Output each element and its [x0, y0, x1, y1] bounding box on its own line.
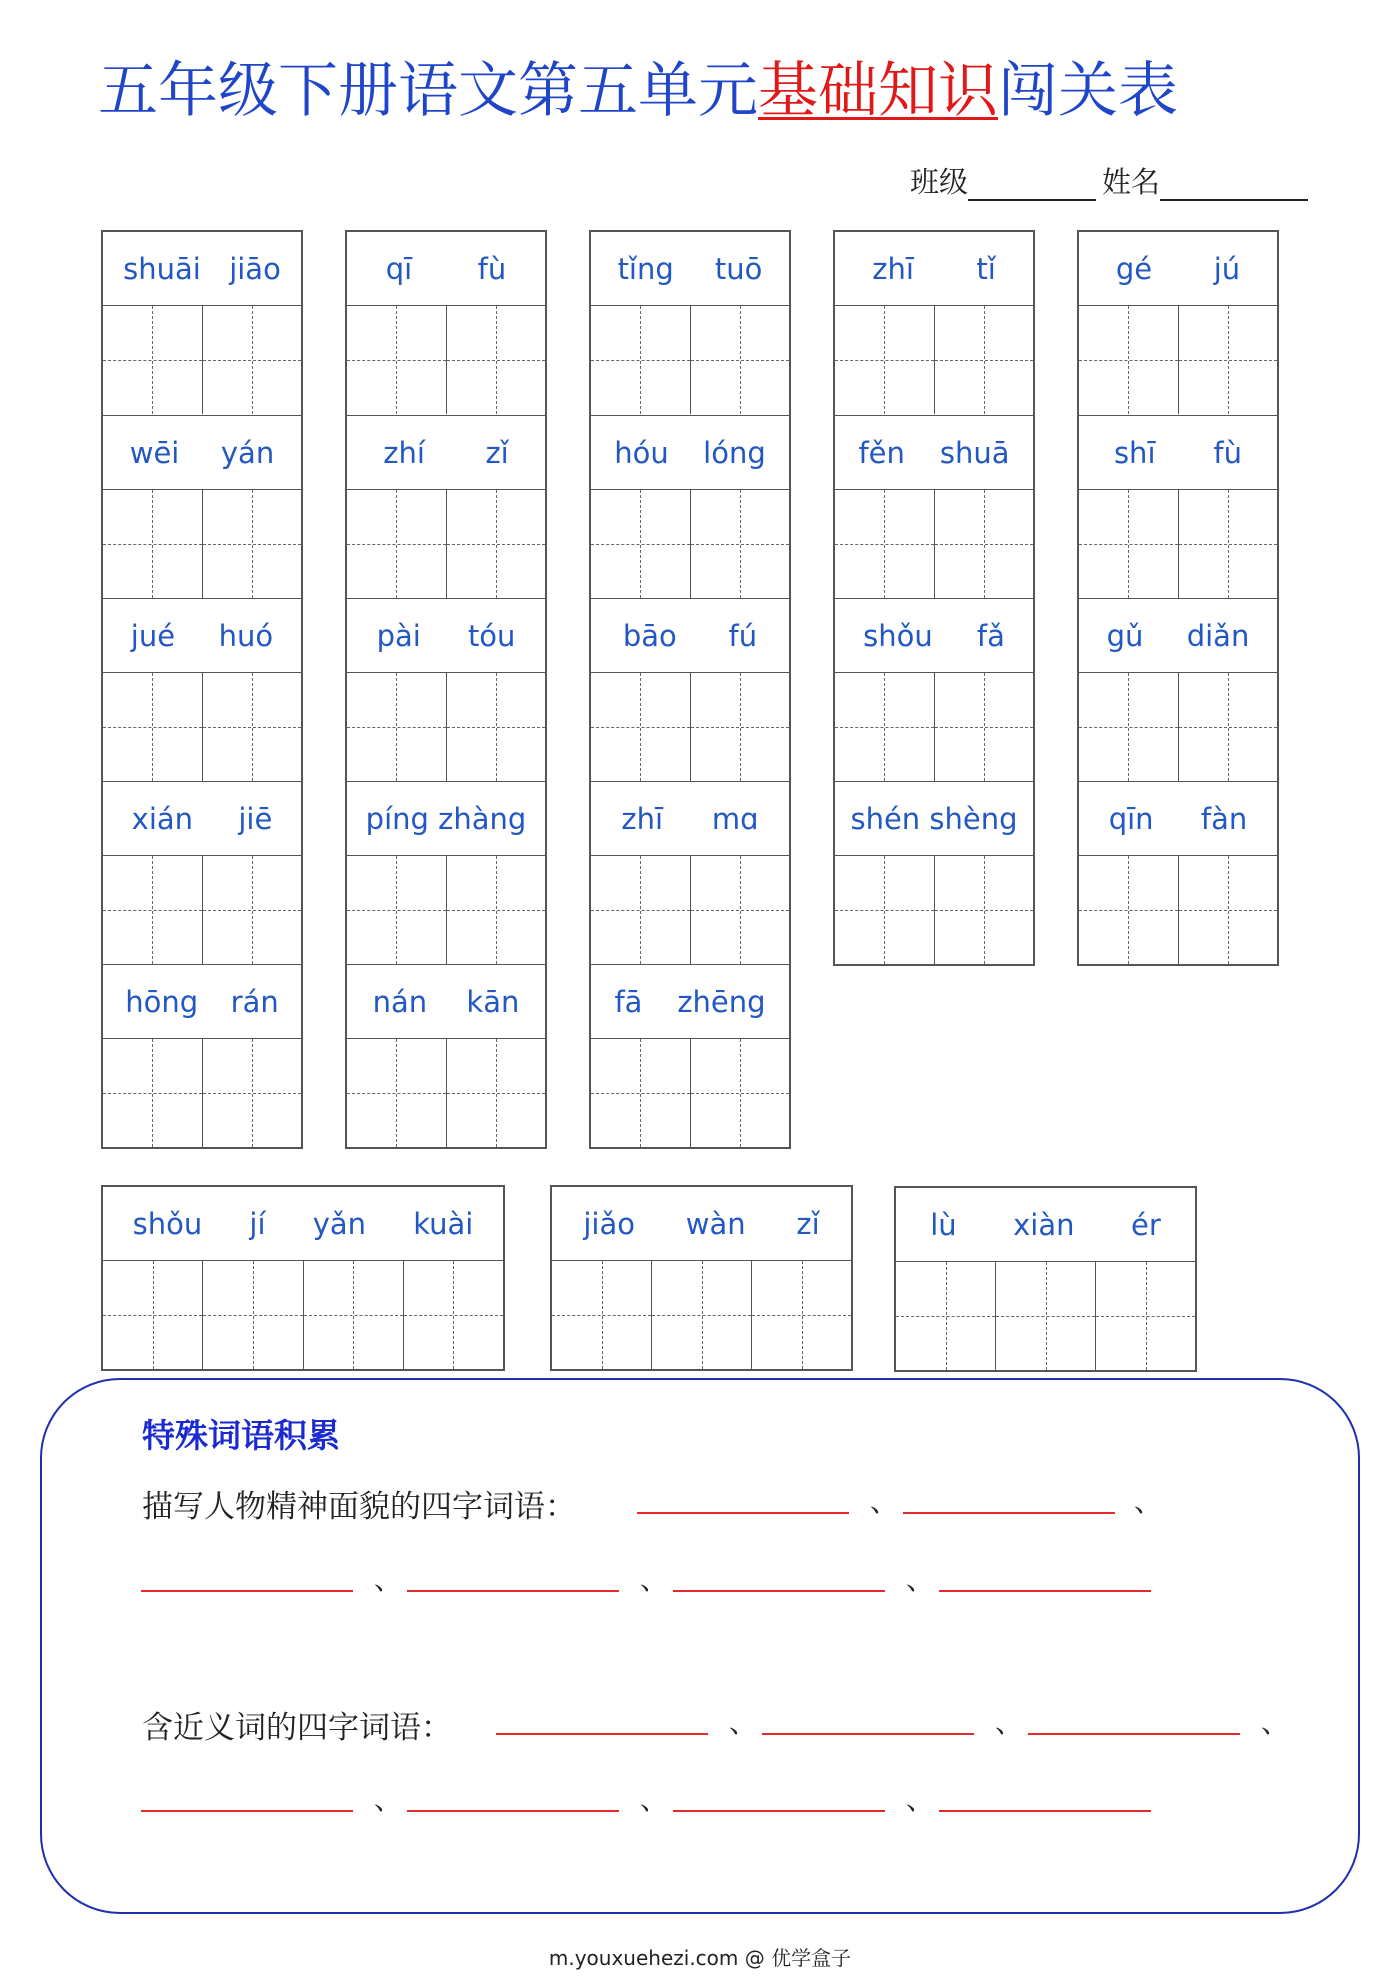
- writing-boxes: [835, 856, 1033, 964]
- tian-grid-box[interactable]: [690, 490, 790, 598]
- pinyin-syllable: xián: [131, 801, 194, 836]
- tian-grid-box[interactable]: [934, 856, 1034, 964]
- separator: 、: [870, 1485, 899, 1518]
- tian-grid-box[interactable]: [103, 306, 202, 414]
- separator: 、: [640, 1563, 669, 1596]
- phrase-box: [894, 1186, 1197, 1372]
- pinyin-syllable: shǒu: [132, 1206, 203, 1241]
- pinyin-row: [591, 965, 789, 1039]
- separator: 、: [640, 1783, 669, 1816]
- tian-grid-box[interactable]: [591, 306, 690, 414]
- tian-grid-box[interactable]: [103, 673, 202, 781]
- pinyin-syllable: tuō: [714, 251, 763, 286]
- pinyin-row: [347, 232, 545, 306]
- tian-grid-box[interactable]: [591, 856, 690, 964]
- tian-grid-box[interactable]: [202, 673, 302, 781]
- tian-grid-box[interactable]: [347, 490, 446, 598]
- tian-grid-box[interactable]: [934, 673, 1034, 781]
- pinyin-syllable: kuài: [413, 1206, 474, 1241]
- answer-line[interactable]: [141, 1590, 353, 1592]
- answer-line[interactable]: [496, 1733, 708, 1735]
- pinyin-syllable: tǐ: [976, 251, 996, 286]
- word-cell: [103, 964, 301, 1147]
- answer-line[interactable]: [762, 1733, 974, 1735]
- pinyin-syllable: lóng: [703, 435, 766, 470]
- tian-grid-box[interactable]: [202, 856, 302, 964]
- pinyin-row: [896, 1188, 1195, 1262]
- word-cell: [1079, 232, 1277, 415]
- answer-line[interactable]: [1028, 1733, 1240, 1735]
- pinyin-syllable: kān: [466, 984, 520, 1019]
- answer-line[interactable]: [407, 1590, 619, 1592]
- pinyin-syllable: jí: [249, 1206, 266, 1241]
- title-highlight: 基础知识: [758, 56, 998, 126]
- pinyin-syllable: ér: [1130, 1207, 1161, 1242]
- answer-line-row: [42, 1476, 1342, 1516]
- pinyin-row: [347, 599, 545, 673]
- word-cell: [347, 598, 545, 781]
- writing-boxes: [552, 1261, 851, 1369]
- pinyin-row: [103, 599, 301, 673]
- word-cell: [347, 964, 545, 1147]
- answer-line-row: [42, 1697, 1342, 1737]
- word-column: [1077, 230, 1279, 966]
- tian-grid-box[interactable]: [347, 306, 446, 414]
- writing-boxes: [103, 673, 301, 781]
- tian-grid-box[interactable]: [202, 306, 302, 414]
- tian-grid-box[interactable]: [1095, 1262, 1195, 1370]
- tian-grid-box[interactable]: [1079, 673, 1178, 781]
- writing-boxes: [1079, 856, 1277, 964]
- writing-boxes: [103, 1261, 503, 1369]
- pinyin-syllable: qīn: [1108, 801, 1154, 836]
- tian-grid-box[interactable]: [690, 856, 790, 964]
- separator: 、: [906, 1563, 935, 1596]
- title-part2: 闯关表: [998, 56, 1178, 126]
- word-cell: [103, 415, 301, 598]
- writing-boxes: [103, 306, 301, 414]
- word-cell: [835, 781, 1033, 964]
- word-cell: [347, 781, 545, 964]
- pinyin-syllable: zǐ: [485, 435, 509, 470]
- pinyin-row: [103, 416, 301, 490]
- accumulation-panel: [40, 1378, 1360, 1914]
- separator: 、: [1261, 1706, 1290, 1739]
- pinyin-syllable: bāo: [622, 618, 677, 653]
- tian-grid-box[interactable]: [835, 490, 934, 598]
- pinyin-syllable: fù: [1213, 435, 1243, 470]
- tian-grid-box[interactable]: [202, 490, 302, 598]
- writing-boxes: [347, 490, 545, 598]
- writing-boxes: [347, 1039, 545, 1147]
- pinyin-syllable: zhī: [872, 251, 914, 286]
- pinyin-syllable: nán: [372, 984, 428, 1019]
- writing-boxes: [591, 673, 789, 781]
- tian-grid-box[interactable]: [690, 673, 790, 781]
- pinyin-syllable: yán: [220, 435, 275, 470]
- tian-grid-box[interactable]: [835, 856, 934, 964]
- pinyin-syllable: zhí: [383, 435, 425, 470]
- tian-grid-box[interactable]: [103, 856, 202, 964]
- footer: m.youxuehezi.com @ 优学盒子: [548, 1946, 852, 1970]
- tian-grid-box[interactable]: [347, 673, 446, 781]
- q1-label: 描写人物精神面貌的四字词语：: [142, 1489, 576, 1525]
- pinyin-row: [103, 1187, 503, 1261]
- writing-boxes: [347, 673, 545, 781]
- tian-grid-box[interactable]: [591, 490, 690, 598]
- answer-line[interactable]: [939, 1590, 1151, 1592]
- writing-boxes: [591, 490, 789, 598]
- pinyin-syllable: yǎn: [312, 1206, 367, 1241]
- pinyin-syllable: lù: [930, 1207, 957, 1242]
- student-info: [910, 160, 1308, 201]
- tian-grid-box[interactable]: [835, 673, 934, 781]
- word-cell: [835, 598, 1033, 781]
- pinyin-syllable: tǐng: [617, 251, 674, 286]
- tian-grid-box[interactable]: [835, 306, 934, 414]
- pinyin-syllable: jiǎo: [583, 1206, 635, 1241]
- pinyin-row: [103, 965, 301, 1039]
- tian-grid-box[interactable]: [751, 1261, 851, 1369]
- tian-grid-box[interactable]: [934, 306, 1034, 414]
- word-column: [101, 230, 303, 1149]
- pinyin-row: [591, 599, 789, 673]
- separator: 、: [906, 1783, 935, 1816]
- pinyin-syllable: zǐ: [796, 1206, 820, 1241]
- writing-boxes: [591, 306, 789, 414]
- tian-grid-box[interactable]: [446, 856, 546, 964]
- pinyin-syllable: píng zhàng: [365, 801, 527, 836]
- word-cell: [835, 415, 1033, 598]
- word-cell: [591, 781, 789, 964]
- word-cell: [103, 598, 301, 781]
- writing-boxes: [103, 856, 301, 964]
- pinyin-row: [103, 232, 301, 306]
- answer-line[interactable]: [673, 1590, 885, 1592]
- pinyin-row: [591, 782, 789, 856]
- pinyin-syllable: wàn: [685, 1206, 746, 1241]
- separator: 、: [729, 1706, 758, 1739]
- pinyin-syllable: hóu: [614, 435, 669, 470]
- answer-line-row: [42, 1774, 1342, 1814]
- pinyin-row: [552, 1187, 851, 1261]
- writing-boxes: [103, 490, 301, 598]
- writing-boxes: [1079, 673, 1277, 781]
- separator: 、: [374, 1783, 403, 1816]
- tian-grid-box[interactable]: [347, 1039, 446, 1147]
- pinyin-row: [347, 965, 545, 1039]
- pinyin-row: [591, 232, 789, 306]
- writing-boxes: [1079, 490, 1277, 598]
- pinyin-row: [347, 416, 545, 490]
- pinyin-row: [835, 782, 1033, 856]
- word-column: [833, 230, 1035, 966]
- word-cell: [835, 232, 1033, 415]
- word-cell: [347, 415, 545, 598]
- tian-grid-box[interactable]: [446, 673, 546, 781]
- writing-boxes: [835, 673, 1033, 781]
- pinyin-row: [835, 232, 1033, 306]
- pinyin-row: [835, 416, 1033, 490]
- tian-grid-box[interactable]: [103, 490, 202, 598]
- pinyin-syllable: tóu: [467, 618, 516, 653]
- class-blank[interactable]: [968, 167, 1096, 201]
- tian-grid-box[interactable]: [1178, 856, 1278, 964]
- writing-boxes: [1079, 306, 1277, 414]
- tian-grid-box[interactable]: [690, 1039, 790, 1147]
- separator: 、: [374, 1563, 403, 1596]
- word-cell: [591, 598, 789, 781]
- pinyin-syllable: shuā: [939, 435, 1010, 470]
- pinyin-row: [1079, 599, 1277, 673]
- tian-grid-box[interactable]: [1178, 306, 1278, 414]
- tian-grid-box[interactable]: [690, 306, 790, 414]
- pinyin-syllable: wēi: [129, 435, 180, 470]
- name-label: 姓名: [1102, 165, 1161, 199]
- pinyin-row: [1079, 782, 1277, 856]
- class-label: 班级: [910, 165, 969, 199]
- tian-grid-box[interactable]: [347, 856, 446, 964]
- tian-grid-box[interactable]: [591, 1039, 690, 1147]
- tian-grid-box[interactable]: [1079, 490, 1178, 598]
- pinyin-syllable: fěn: [858, 435, 905, 470]
- pinyin-syllable: rán: [230, 984, 279, 1019]
- tian-grid-box[interactable]: [1079, 856, 1178, 964]
- word-cell: [591, 415, 789, 598]
- pinyin-syllable: mɑ: [711, 801, 759, 836]
- pinyin-syllable: hōng: [125, 984, 199, 1019]
- word-cell: [103, 232, 301, 415]
- pinyin-syllable: shī: [1113, 435, 1156, 470]
- pinyin-syllable: jué: [130, 618, 176, 653]
- pinyin-syllable: gǔ: [1106, 618, 1144, 653]
- word-cell: [1079, 415, 1277, 598]
- pinyin-syllable: fú: [728, 618, 758, 653]
- word-cell: [591, 232, 789, 415]
- pinyin-syllable: fǎ: [976, 618, 1005, 653]
- name-blank[interactable]: [1160, 167, 1308, 201]
- writing-boxes: [835, 490, 1033, 598]
- writing-boxes: [103, 1039, 301, 1147]
- word-cell: [103, 781, 301, 964]
- writing-boxes: [347, 856, 545, 964]
- pinyin-row: [835, 599, 1033, 673]
- pinyin-syllable: jiāo: [229, 251, 281, 286]
- q2-label: 含近义词的四字词语：: [142, 1710, 452, 1746]
- separator: 、: [1134, 1485, 1163, 1518]
- pinyin-syllable: shuāi: [123, 251, 201, 286]
- word-cell: [1079, 781, 1277, 964]
- pinyin-syllable: zhēng: [677, 984, 766, 1019]
- phrase-box: [550, 1185, 853, 1371]
- tian-grid-box[interactable]: [202, 1261, 302, 1369]
- writing-boxes: [591, 856, 789, 964]
- tian-grid-box[interactable]: [446, 1039, 546, 1147]
- tian-grid-box[interactable]: [934, 490, 1034, 598]
- pinyin-row: [347, 782, 545, 856]
- tian-grid-box[interactable]: [591, 673, 690, 781]
- pinyin-syllable: zhī: [621, 801, 664, 836]
- tian-grid-box[interactable]: [103, 1039, 202, 1147]
- tian-grid-box[interactable]: [303, 1261, 403, 1369]
- word-column: [589, 230, 791, 1149]
- pinyin-syllable: xiàn: [1013, 1207, 1075, 1242]
- writing-boxes: [591, 1039, 789, 1147]
- pinyin-row: [1079, 232, 1277, 306]
- pinyin-row: [103, 782, 301, 856]
- tian-grid-box[interactable]: [552, 1261, 651, 1369]
- answer-line[interactable]: [939, 1810, 1151, 1812]
- writing-boxes: [896, 1262, 1195, 1370]
- answer-line[interactable]: [407, 1810, 619, 1812]
- answer-line[interactable]: [903, 1512, 1115, 1514]
- tian-grid-box[interactable]: [446, 306, 546, 414]
- pinyin-syllable: huó: [218, 618, 274, 653]
- answer-line[interactable]: [141, 1810, 353, 1812]
- writing-boxes: [835, 306, 1033, 414]
- pinyin-syllable: shǒu: [863, 618, 933, 653]
- pinyin-syllable: fā: [614, 984, 643, 1019]
- word-cell: [591, 964, 789, 1147]
- tian-grid-box[interactable]: [1178, 490, 1278, 598]
- tian-grid-box[interactable]: [103, 1261, 202, 1369]
- pinyin-syllable: fàn: [1200, 801, 1248, 836]
- answer-line[interactable]: [637, 1512, 849, 1514]
- answer-line[interactable]: [673, 1810, 885, 1812]
- tian-grid-box[interactable]: [995, 1262, 1095, 1370]
- pinyin-syllable: shén shèng: [850, 801, 1018, 836]
- tian-grid-box[interactable]: [651, 1261, 751, 1369]
- pinyin-row: [1079, 416, 1277, 490]
- title-part1: 五年级下册语文第五单元: [98, 56, 758, 126]
- answer-line-row: [42, 1554, 1342, 1594]
- pinyin-syllable: jiē: [238, 801, 273, 836]
- pinyin-syllable: gé: [1115, 251, 1153, 286]
- tian-grid-box[interactable]: [1178, 673, 1278, 781]
- pinyin-syllable: fù: [477, 251, 507, 286]
- word-column: [345, 230, 547, 1149]
- tian-grid-box[interactable]: [446, 490, 546, 598]
- pinyin-syllable: diǎn: [1186, 618, 1250, 653]
- pinyin-syllable: qī: [385, 251, 413, 286]
- word-cell: [347, 232, 545, 415]
- tian-grid-box[interactable]: [403, 1261, 503, 1369]
- tian-grid-box[interactable]: [896, 1262, 995, 1370]
- tian-grid-box[interactable]: [1079, 306, 1178, 414]
- pinyin-syllable: pài: [376, 618, 421, 653]
- tian-grid-box[interactable]: [202, 1039, 302, 1147]
- pinyin-row: [591, 416, 789, 490]
- separator: 、: [995, 1706, 1024, 1739]
- writing-boxes: [347, 306, 545, 414]
- word-cell: [1079, 598, 1277, 781]
- accumulation-title: 特殊词语积累: [142, 1416, 340, 1455]
- pinyin-syllable: jú: [1213, 251, 1241, 286]
- phrase-box: [101, 1185, 505, 1371]
- page-title: [98, 48, 1178, 134]
